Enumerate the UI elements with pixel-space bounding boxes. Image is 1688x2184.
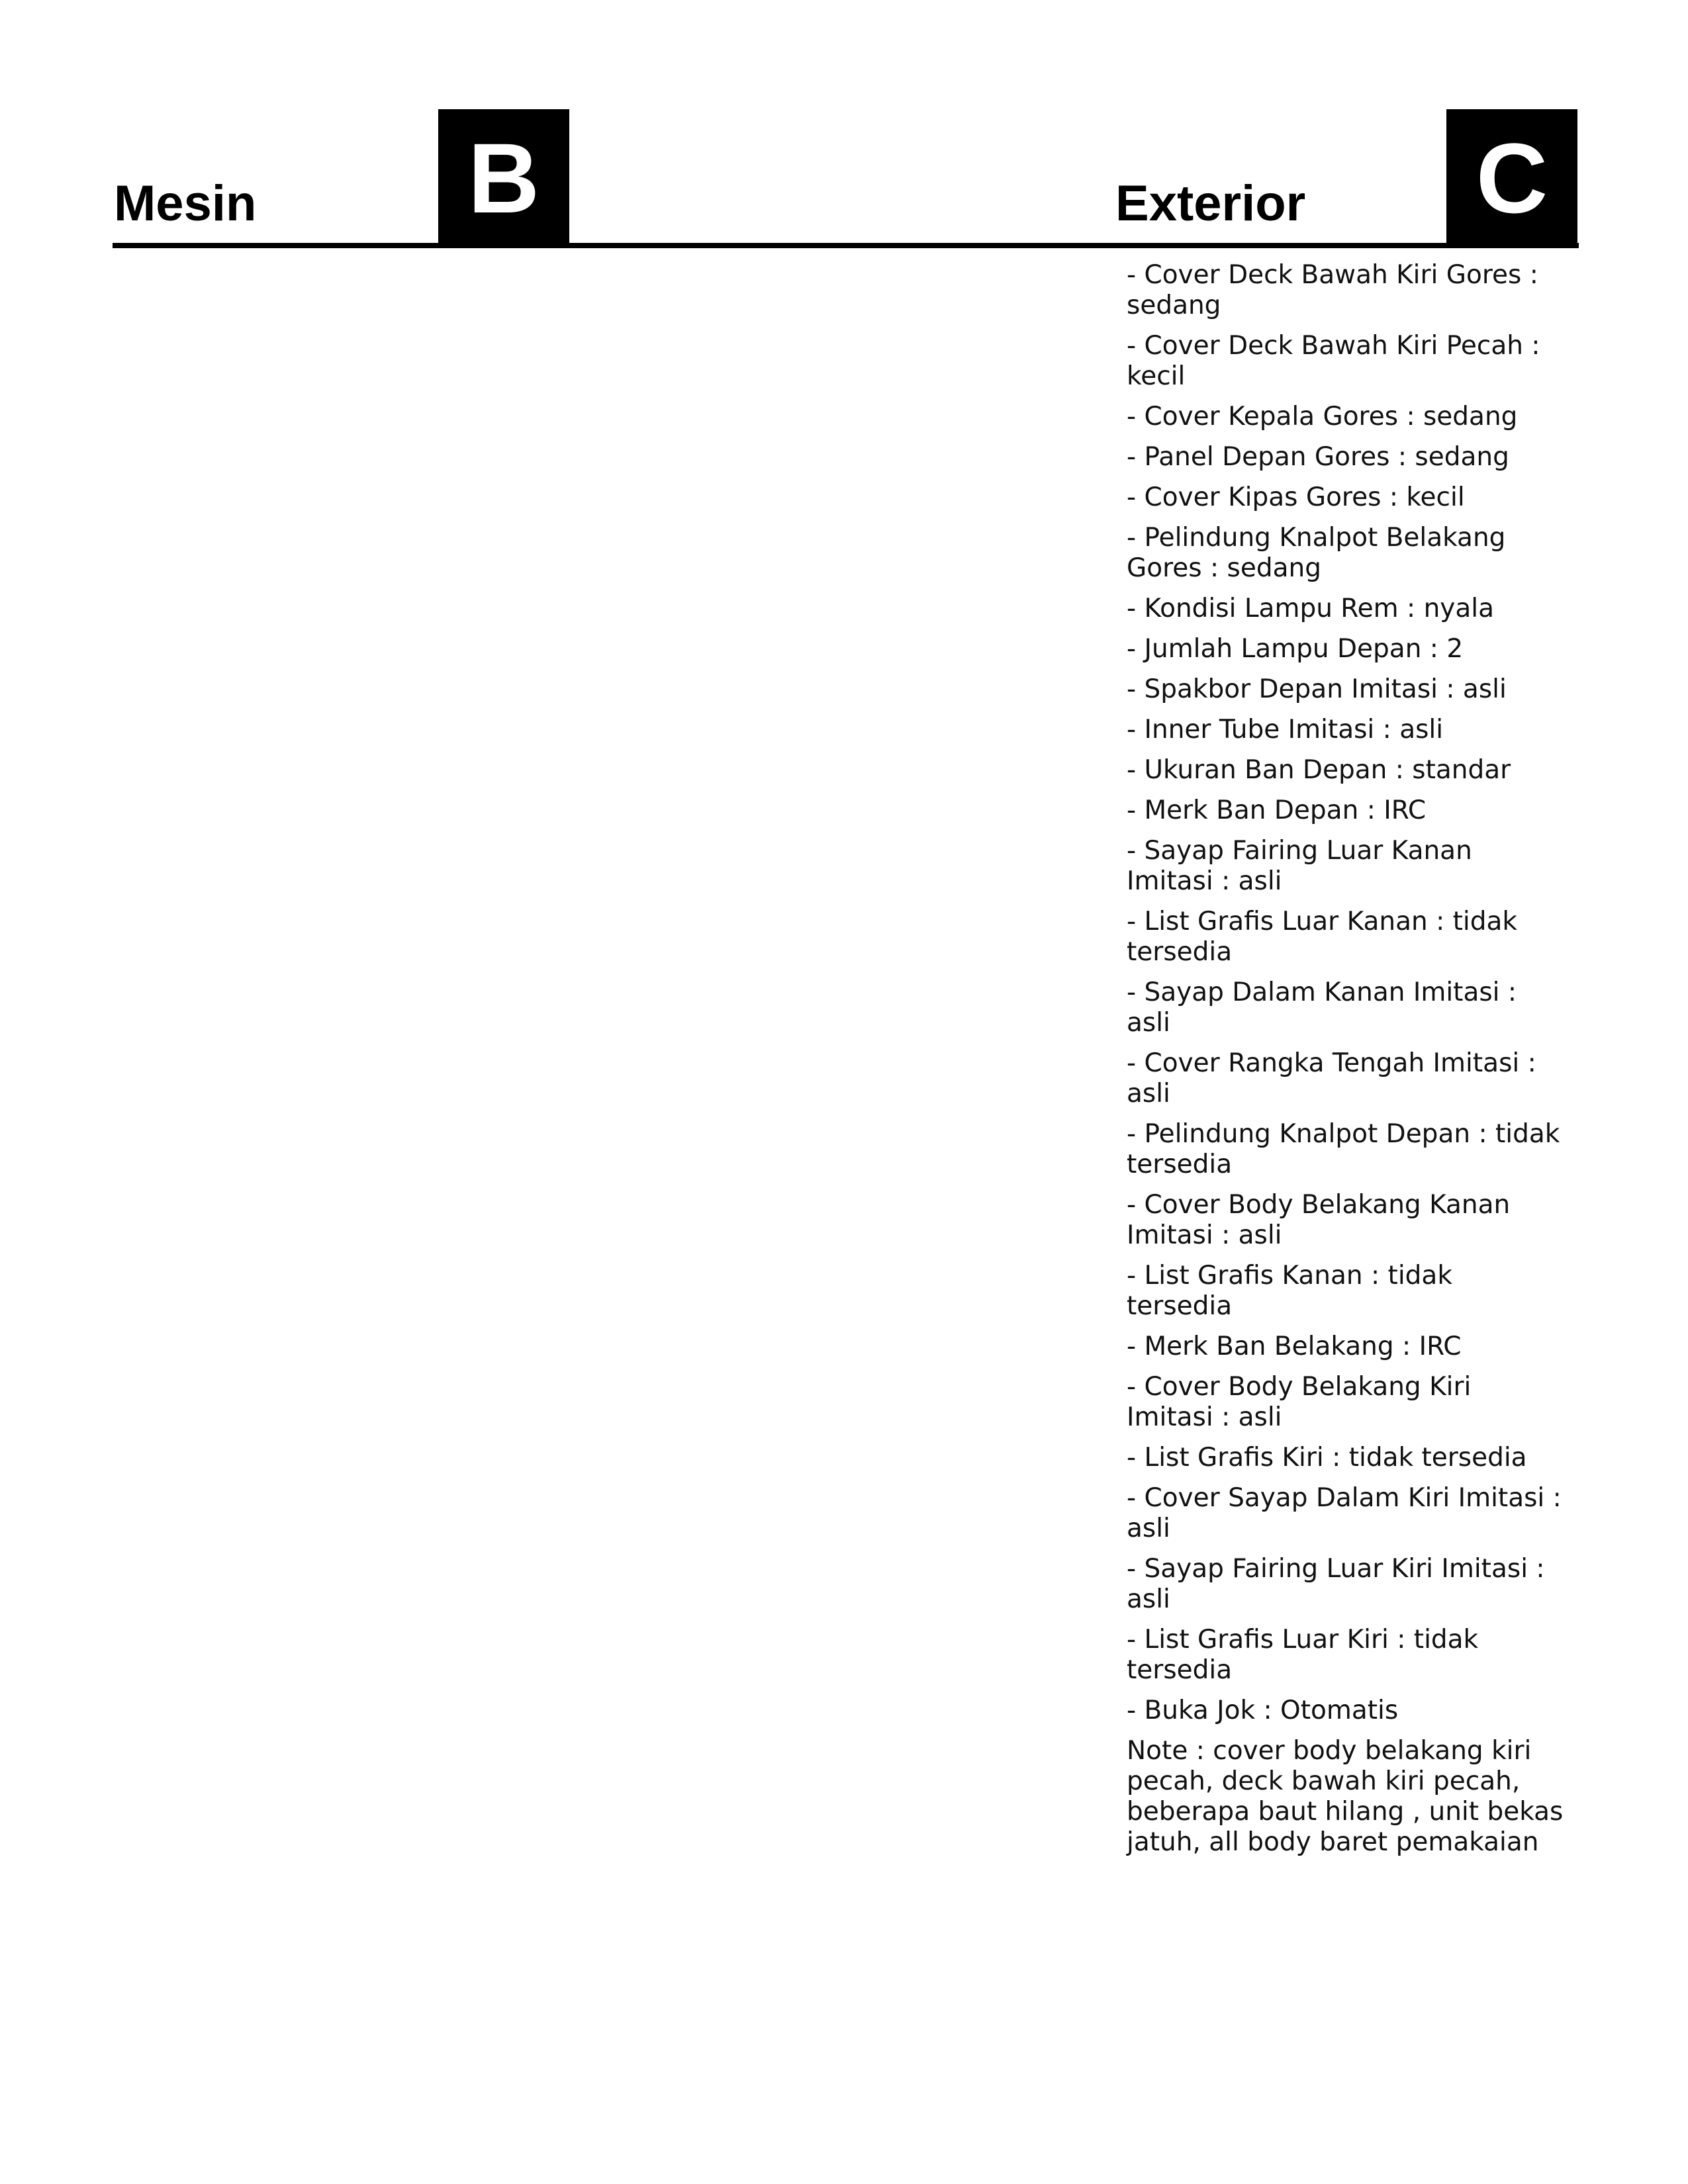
section-letter-c: C <box>1446 109 1577 247</box>
list-item: - Merk Ban Depan : IRC <box>1127 796 1427 825</box>
list-item: - Pelindung Knalpot Depan : tidak tersedia <box>1127 1119 1560 1179</box>
list-item: - Cover Body Belakang Kiri Imitasi : asli <box>1127 1372 1472 1432</box>
list-item: - List Grafis Kanan : tidak tersedia <box>1127 1261 1452 1321</box>
section-title-mesin: Mesin <box>114 175 257 232</box>
list-item: - Cover Sayap Dalam Kiri Imitasi : asli <box>1127 1483 1562 1543</box>
list-item: - Cover Rangka Tengah Imitasi : asli <box>1127 1048 1536 1109</box>
header-divider <box>113 243 1579 248</box>
list-item: - Sayap Fairing Luar Kiri Imitasi : asli <box>1127 1554 1545 1614</box>
list-item: - Merk Ban Belakang : IRC <box>1127 1332 1462 1361</box>
list-item: - Sayap Fairing Luar Kanan Imitasi : asli <box>1127 836 1472 896</box>
list-item: - Cover Deck Bawah Kiri Gores : sedang <box>1127 260 1538 320</box>
note-text: Note : cover body belakang kiri pecah, deck bawah kiri pecah, beberapa baut hilang , unit bekas jatuh, all body baret pemakaian <box>1127 1736 1564 1857</box>
list-item: - Ukuran Ban Depan : standar <box>1127 755 1511 785</box>
list-item: - Spakbor Depan Imitasi : asli <box>1127 674 1507 704</box>
list-item: - List Grafis Kiri : tidak tersedia <box>1127 1443 1527 1473</box>
exterior-condition-list <box>1127 260 1564 1868</box>
list-item: - Pelindung Knalpot Belakang Gores : sedang <box>1127 523 1506 583</box>
list-item: - Sayap Dalam Kanan Imitasi : asli <box>1127 978 1517 1038</box>
section-title-exterior: Exterior <box>1115 175 1306 232</box>
list-item: - Inner Tube Imitasi : asli <box>1127 715 1444 745</box>
list-item: - List Grafis Luar Kiri : tidak tersedia <box>1127 1625 1479 1685</box>
list-item: - Jumlah Lampu Depan : 2 <box>1127 634 1464 664</box>
list-item: - Panel Depan Gores : sedang <box>1127 442 1509 472</box>
list-item: - List Grafis Luar Kanan : tidak tersedia <box>1127 907 1517 967</box>
list-item: - Cover Kepala Gores : sedang <box>1127 402 1518 432</box>
list-item: - Kondisi Lampu Rem : nyala <box>1127 594 1495 623</box>
list-item: - Buka Jok : Otomatis <box>1127 1696 1399 1725</box>
list-item: - Cover Deck Bawah Kiri Pecah : kecil <box>1127 331 1540 391</box>
list-item: - Cover Kipas Gores : kecil <box>1127 482 1465 512</box>
list-item: - Cover Body Belakang Kanan Imitasi : asli <box>1127 1190 1511 1250</box>
section-letter-b: B <box>438 109 569 247</box>
